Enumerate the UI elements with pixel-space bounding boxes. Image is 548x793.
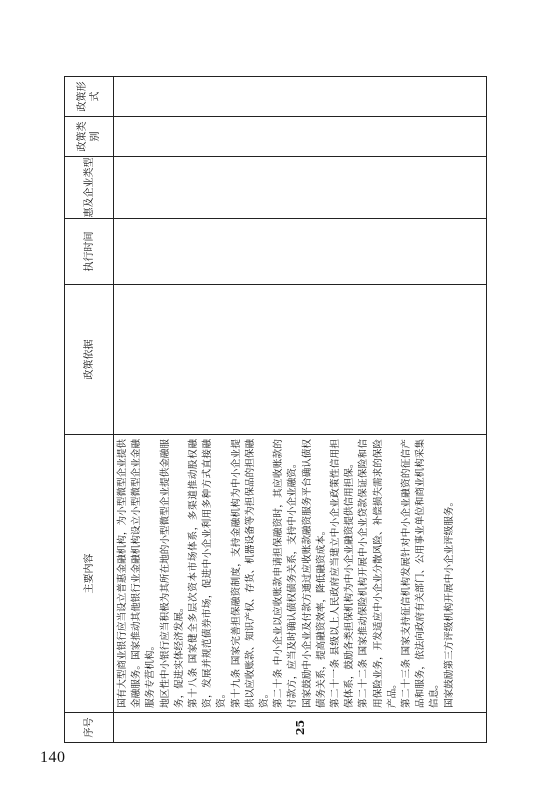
cell-seq: 25 xyxy=(114,713,487,743)
content-paragraph: 国有大型商业银行应当设立普惠金融机构，为小型微型企业提供金融服务。国家推动其他银行业金融机构设立小型微型企业金融服务专营机构。 xyxy=(117,439,157,708)
cell-enterprise-type xyxy=(114,157,487,219)
content-paragraph: 第二十二条 国家推动保险机构开展中小企业贷款保证保险和信用保险业务，开发适应中小企业分散风险、补偿损失需求的保险产品。 xyxy=(358,439,398,708)
header-content: 主要内容 xyxy=(65,435,114,713)
cell-content xyxy=(114,435,487,713)
header-category: 政策类别 xyxy=(65,117,114,157)
header-form: 政策形式 xyxy=(65,77,114,117)
header-enterprise-type: 惠及企业类型 xyxy=(65,157,114,219)
content-paragraph: 第二十三条 国家支持征信机构发展针对中小企业融资的征信产品和服务，依法向政府有关部门、公用事业单位和商业机构采集信息。 xyxy=(401,439,441,708)
policy-table xyxy=(64,76,487,743)
table-row xyxy=(114,77,487,743)
content-paragraph: 国家鼓励第三方评级机构开展中小企业评级服务。 xyxy=(443,496,455,708)
content-paragraph: 第二十条 中小企业以应收账款申请担保融资时，其应收账款的付款方，应当及时确认债权债务关系，支持中小企业融资。 xyxy=(273,439,299,708)
cell-form xyxy=(114,77,487,117)
content-paragraph: 地区性中小银行应当积极为其所在地的小型微型企业提供金融服务，促进实体经济发展。 xyxy=(159,439,185,708)
content-paragraph: 国家鼓励中小企业及付款方通过应收账款融资服务平台确认债权债务关系，提高融资效率，降低融资成本。 xyxy=(301,439,327,708)
cell-basis xyxy=(114,285,487,435)
header-exec-time: 执行时间 xyxy=(65,219,114,285)
content-paragraph: 第二十一条 县级以上人民政府应当建立中小企业政策性信用担保体系，鼓励各类担保机构为中小企业融资提供信用担保。 xyxy=(330,439,356,708)
header-basis: 政策依据 xyxy=(65,285,114,435)
table-header-row xyxy=(65,77,114,743)
policy-table-rotated xyxy=(64,77,487,743)
content-paragraph: 第十八条 国家健全多层次资本市场体系，多渠道推动股权融资，发展并规范债券市场，促进中小企业利用多种方式直接融资。 xyxy=(188,439,228,708)
cell-exec-time xyxy=(114,219,487,285)
content-paragraph: 第十九条 国家完善担保融资制度，支持金融机构为中小企业提供以应收账款、知识产权、存货、机器设备等为担保品的担保融资。 xyxy=(230,439,271,708)
header-seq: 序号 xyxy=(65,713,114,743)
page-number: 140 xyxy=(40,749,66,766)
cell-category xyxy=(114,117,487,157)
